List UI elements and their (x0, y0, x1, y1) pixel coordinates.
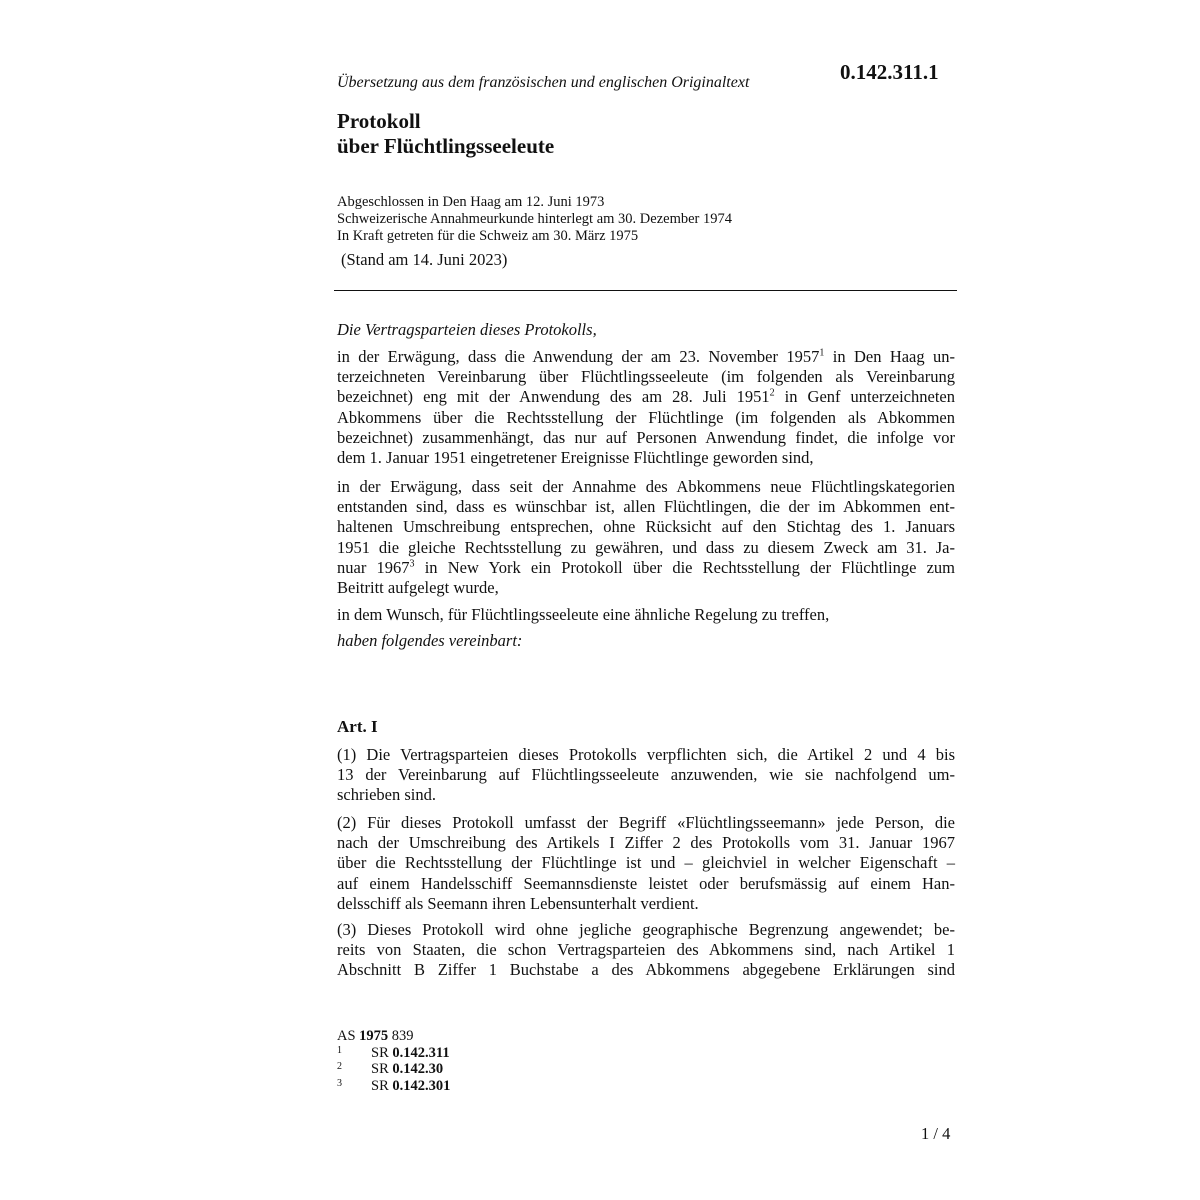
preamble-intro: Die Vertragsparteien dieses Protokolls, (337, 320, 597, 339)
footnote-3: 3 SR 0.142.301 (337, 1077, 451, 1094)
official-collection-ref: AS 1975 839 (337, 1028, 414, 1044)
footnote-ref-3[interactable]: 3 (409, 558, 415, 570)
preamble-paragraph-3: in dem Wunsch, für Flüchtlingsseeleute eine ähnliche Regelung zu treffen, (337, 605, 830, 624)
footnotes (337, 1028, 450, 1094)
article-paragraph-1: (1) Die Vertragsparteien dieses Protokolls verpflichten sich, die Artikel 2 und 4 bis 13 der Vereinbarung auf Flüchtlingsseeleute anzuwenden, wie sie nachfolgend um- schrieben sind. (337, 745, 955, 805)
title-line-1: Protokoll (337, 109, 421, 133)
article-paragraph-3: (3) Dieses Protokoll wird ohne jegliche geographische Begrenzung angewendet; be- reits von Staaten, die schon Vertragsparteien des Abkommens sind, nach Artikel 1 Abschnitt B Ziffer 1 Buchstabe a des Abkommens abgegebene Erklärungen sind (337, 920, 955, 980)
article-paragraph-2: (2) Für dieses Protokoll umfasst der Begriff «Flüchtlingsseemann» jede Person, die nach der Umschreibung des Artikels I Ziffer 2 des Protokolls vom 31. Januar 1967 über die Rechtsstellung der Flüchtlinge ist und – gleichviel in welcher Eigenschaft – auf einem Handelsschiff Seemannsdienste leistet oder berufsmässig auf einem Han- delsschiff als Seemann ihren Lebensunterhalt verdient. (337, 813, 955, 913)
footnote-ref-1[interactable]: 1 (819, 347, 825, 359)
title-line-2: über Flüchtlingsseeleute (337, 134, 555, 158)
header-divider (334, 290, 957, 291)
footnote-ref-2[interactable]: 2 (769, 387, 775, 399)
preamble-paragraph-1: in der Erwägung, dass die Anwendung der am 23. November 1957$^1$ in Den Haag un- terzeichneten Vereinbarung über Flüchtlingsseeleute (im folgenden als Vereinbarung bezeichnet) eng mit der Anwendung des am 28. Juli 1951$^2$ in Genf unterzeichneten Abkommens über die Rechtsstellung der Flüchtlinge (im folgenden als Abkommen bezeichnet) zusammenhängt, das nur auf Personen Anwendung findet, die infolge vor dem 1. Januar 1951 eingetretener Ereignisse Flüchtlinge geworden sind, (337, 347, 955, 468)
footnote-link-3[interactable]: 0.142.301 (392, 1077, 451, 1094)
footnote-1: 1 SR 0.142.311 (337, 1044, 450, 1061)
article-heading: Art. I (337, 717, 378, 736)
footnote-link-1[interactable]: 0.142.311 (392, 1044, 450, 1061)
preamble-paragraph-2: in der Erwägung, dass seit der Annahme des Abkommens neue Flüchtlingskategorien entstanden sind, dass es wünschbar ist, allen Flüchtlingen, die der im Abkommen ent- haltenen Umschreibung entsprechen, ohne Rücksicht auf den Stichtag des 1. Januars 1951 die gleiche Rechtsstellung zu gewähren, und dass zu diesem Zweck am 31. Ja- nuar 1967$^3$ in New York ein Protokoll über die Rechtsstellung der Flüchtlinge zum Beitritt aufgelegt wurde, (337, 477, 956, 598)
meta-in-force: In Kraft getreten für die Schweiz am 30. März 1975 (337, 228, 639, 244)
document-meta (337, 194, 732, 245)
translation-note: Übersetzung aus dem französischen und englischen Originaltext (337, 74, 750, 91)
preamble-closing: haben folgendes vereinbart: (337, 631, 523, 650)
status-date: (Stand am 14. Juni 2023) (341, 250, 508, 269)
page-indicator: 1 / 4 (921, 1124, 951, 1143)
document-title (337, 109, 554, 159)
footnote-link-2[interactable]: 0.142.30 (392, 1061, 444, 1077)
footnote-2: 2 SR 0.142.30 (337, 1061, 444, 1077)
meta-concluded: Abgeschlossen in Den Haag am 12. Juni 1973 (337, 194, 605, 210)
sr-number: 0.142.311.1 (840, 60, 939, 84)
meta-ratification: Schweizerische Annahmeurkunde hinterlegt am 30. Dezember 1974 (337, 211, 732, 227)
